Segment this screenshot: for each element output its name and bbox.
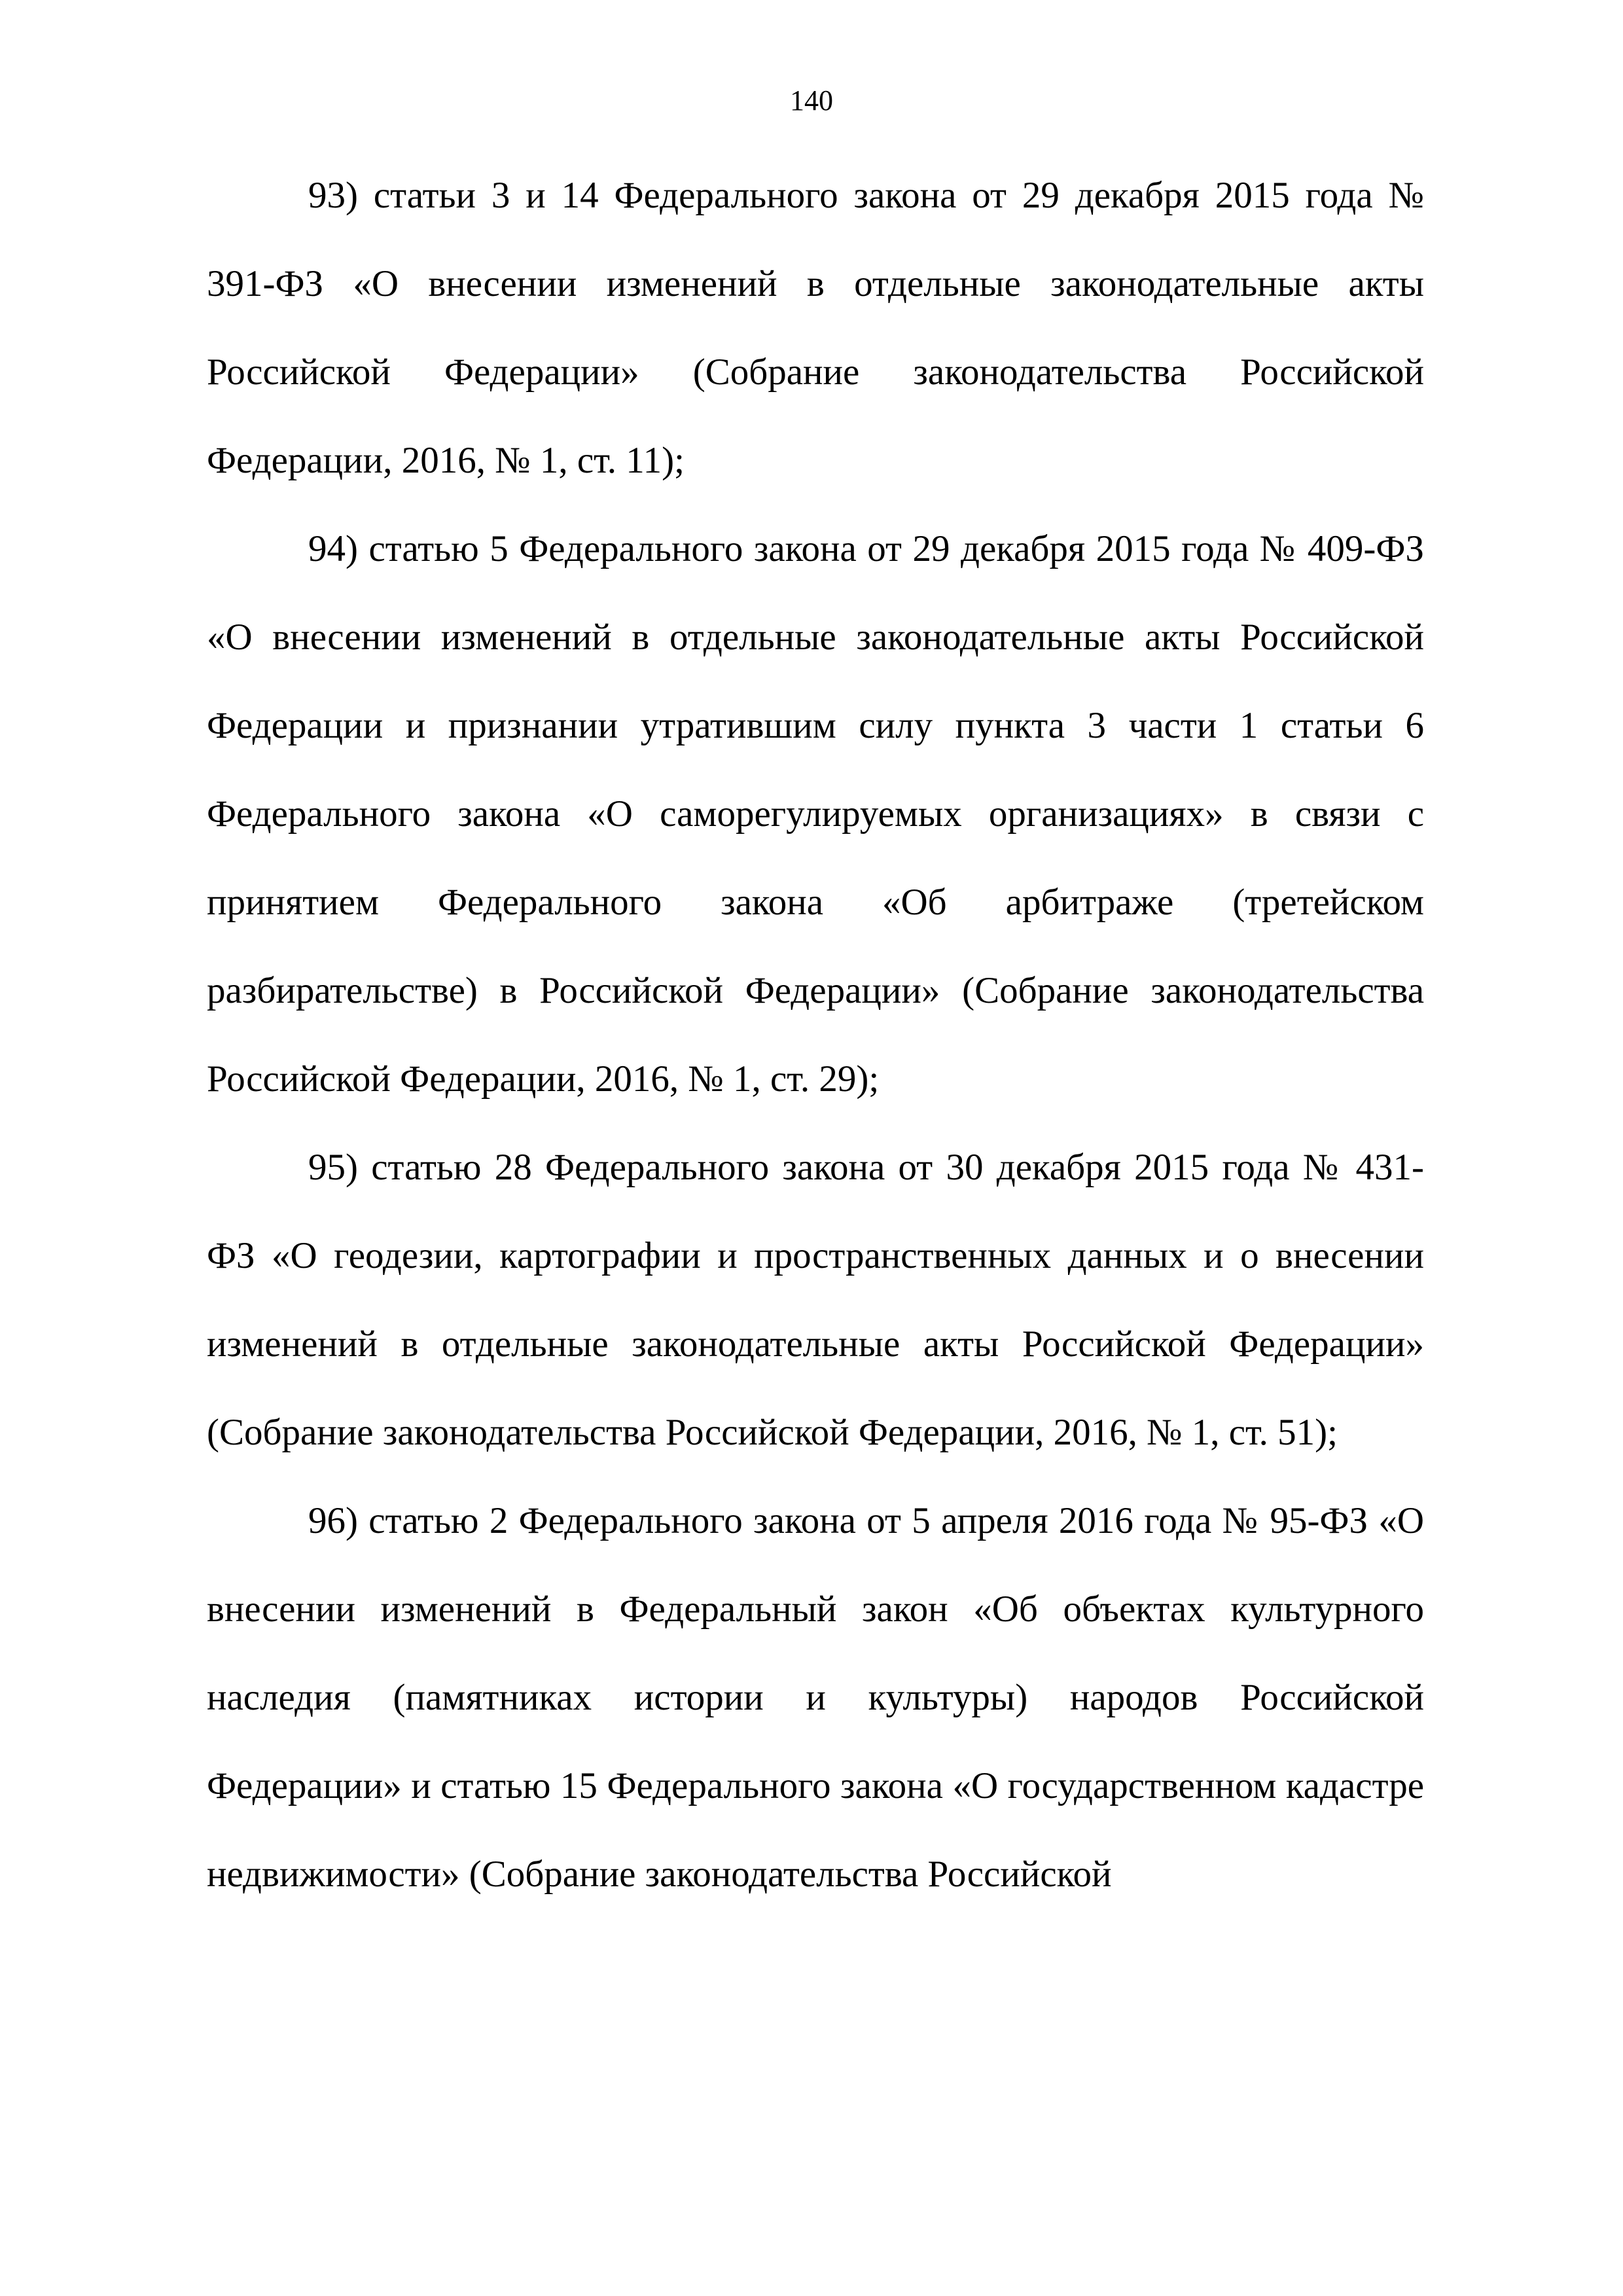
list-item-93: 93) статьи 3 и 14 Федерального закона от 29 декабря 2015 года № 391-ФЗ «О внесении изменений в отдельные законодательные акты Российской Федерации» (Собрание законодательства Российской Федерации, 2016, № 1, ст. 11);	[207, 175, 1424, 481]
list-item-94: 94) статью 5 Федерального закона от 29 декабря 2015 года № 409-ФЗ «О внесении изменений в отдельные законодательные акты Российской Федерации и признании утратившим силу пункта 3 части 1 статьи 6 Федерального закона «О саморегулируемых организациях» в связи с принятием Федерального закона «Об арбитраже (третейском разбирательстве) в Российской Федерации» (Собрание законодательства Российской Федерации, 2016, № 1, ст. 29);	[207, 528, 1424, 1100]
list-item-96: 96) статью 2 Федерального закона от 5 апреля 2016 года № 95-ФЗ «О внесении изменений в Федеральный закон «Об объектах культурного наследия (памятниках истории и культуры) народов Российской Федерации» и статью 15 Федерального закона «О государственном кадастре недвижимости» (Собрание законодательства Российской	[207, 1500, 1424, 1895]
document-body	[207, 151, 1424, 1918]
page-number: 140	[790, 84, 833, 117]
list-item-95: 95) статью 28 Федерального закона от 30 декабря 2015 года № 431-ФЗ «О геодезии, картографии и пространственных данных и о внесении изменений в отдельные законодательные акты Российской Федерации» (Собрание законодательства Российской Федерации, 2016, № 1, ст. 51);	[207, 1147, 1424, 1453]
